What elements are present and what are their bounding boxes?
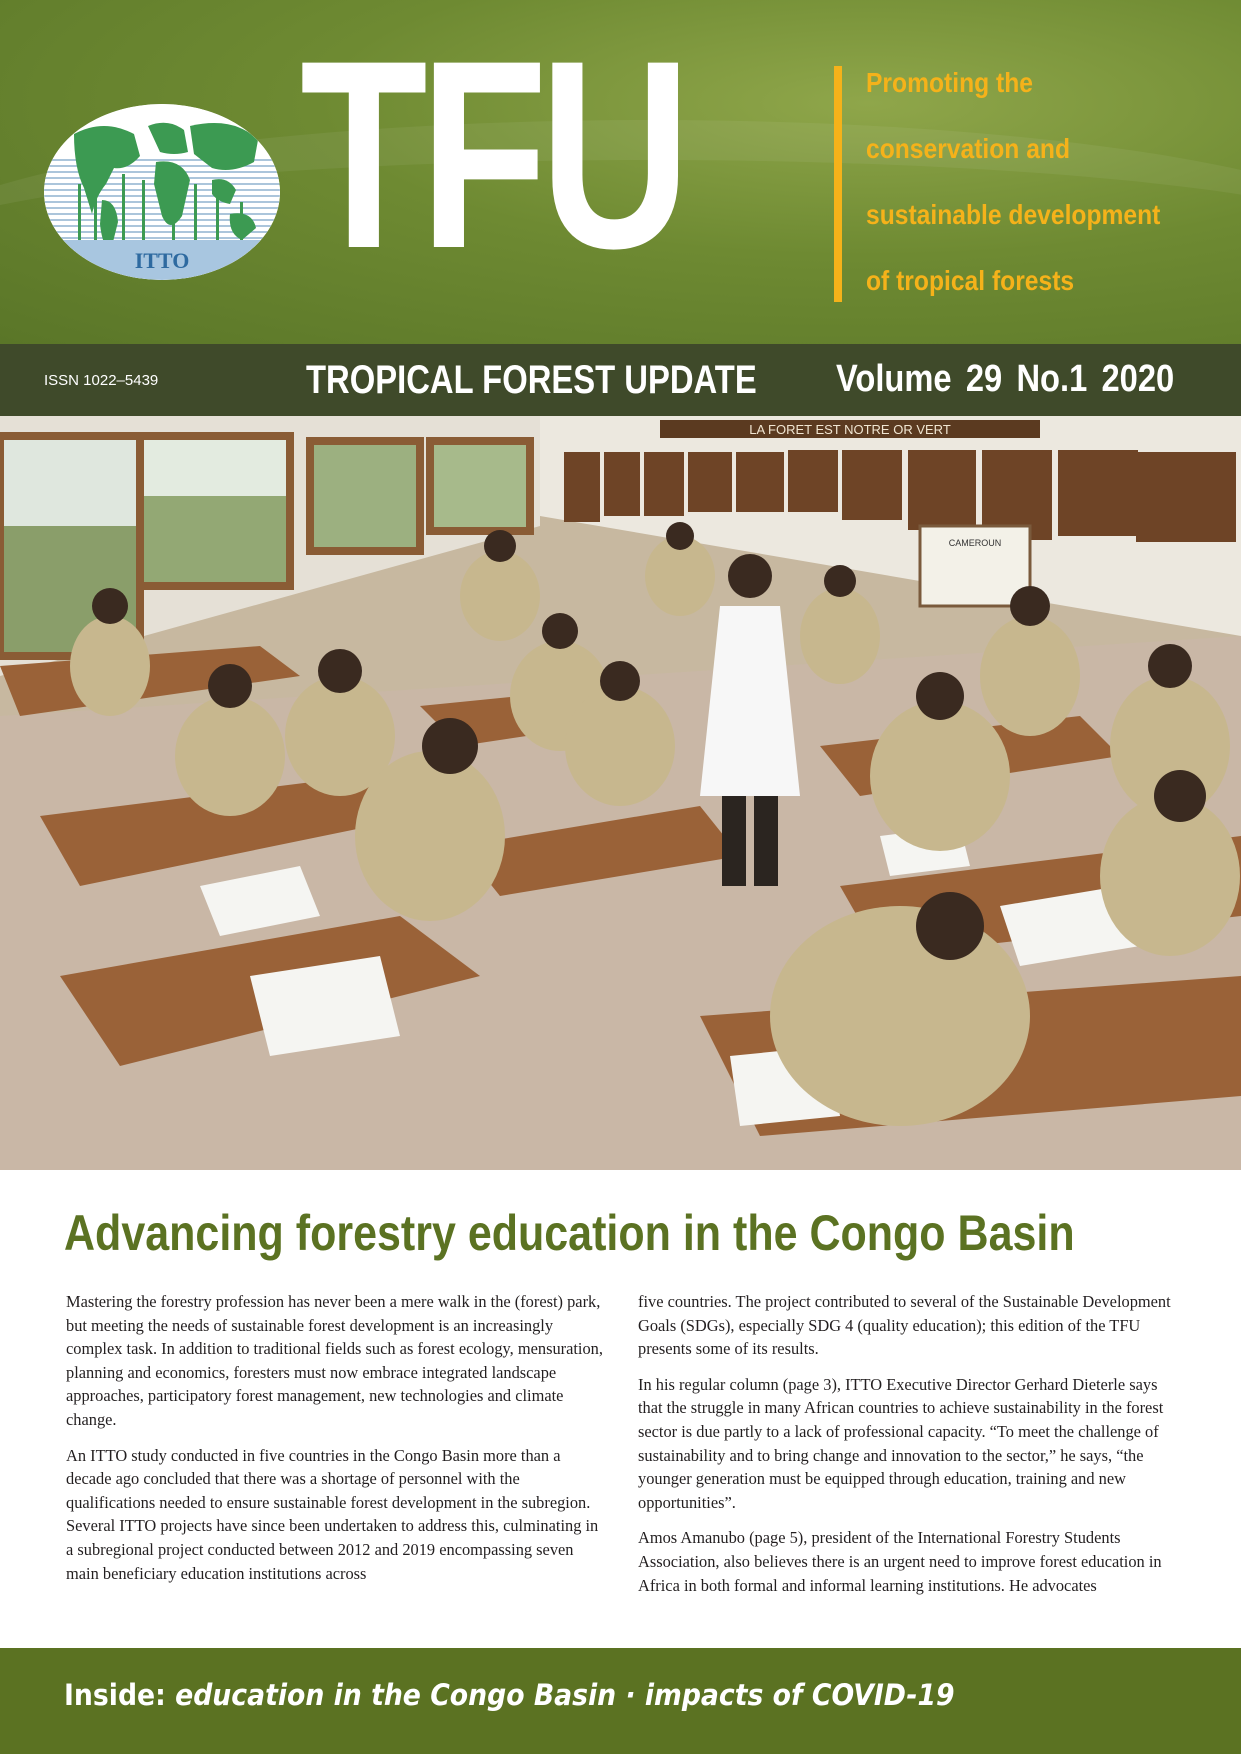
wall-map-label: CAMEROUN: [948, 538, 1002, 548]
publication-title: TROPICAL FOREST UPDATE: [306, 358, 757, 402]
article-headline: Advancing forestry education in the Congo Basin: [64, 1205, 1075, 1261]
itto-logo: [44, 104, 280, 280]
masthead-title: TFU: [300, 4, 683, 304]
article-column-1: [66, 1290, 604, 1597]
tagline-divider: [834, 66, 842, 302]
inside-teaser: [64, 1678, 955, 1712]
article-column-2: [638, 1290, 1176, 1609]
cover-photo: [0, 416, 1241, 1170]
tagline-line: sustainable development: [866, 199, 1161, 230]
volume-info: Volume 29 No.1 2020: [836, 358, 1175, 400]
article-paragraph: Mastering the forestry profession has never been a mere walk in the (forest) park, but meeting the needs of sustainable forest development is an increasingly complex task. In addition to traditional fields such as forest ecology, mensuration, planning and economics, foresters must now embrace integrated landscape approaches, participatory forest management, new technologies and climate change.: [66, 1292, 603, 1429]
classroom-banner-text: LA FORET EST NOTRE OR VERT: [749, 422, 951, 437]
tagline-line: Promoting the: [866, 67, 1033, 98]
article-paragraph: Amos Amanubo (page 5), president of the International Forestry Students Association, also believes there is an urgent need to improve forest education in Africa in both formal and informal learning institutions. He advocates: [638, 1528, 1162, 1595]
article-paragraph: An ITTO study conducted in five countries in the Congo Basin more than a decade ago concluded that there was a shortage of personnel with the qualifications needed to ensure sustainable forest development in the subregion. Several ITTO projects have since been undertaken to address this, culminating in a subregional project conducted between 2012 and 2019 encompassing seven main beneficiary education institutions across: [66, 1445, 599, 1583]
tagline-line: conservation and: [866, 133, 1071, 164]
article-paragraph: five countries. The project contributed to several of the Sustainable Development Goals (SDGs), especially SDG 4 (quality education); this edition of the TFU presents some of its results.: [638, 1292, 1171, 1359]
issn: ISSN 1022–5439: [44, 372, 159, 389]
tagline-line: of tropical forests: [866, 265, 1075, 296]
inside-label: Inside:: [64, 1678, 166, 1712]
logo-text: ITTO: [134, 248, 190, 273]
inside-topics: education in the Congo Basin · impacts of COVID-19: [175, 1678, 955, 1712]
tagline: [866, 58, 1236, 322]
article-paragraph: In his regular column (page 3), ITTO Executive Director Gerhard Dieterle says that the struggle in many African countries to achieve sustainability in the forest sector is due partly to a lack of professional capacity. “To meet the challenge of sustainability and to bring change and innovation to the sector,” he says, “the younger generation must be equipped through education, training and new opportunities”.: [638, 1374, 1164, 1512]
